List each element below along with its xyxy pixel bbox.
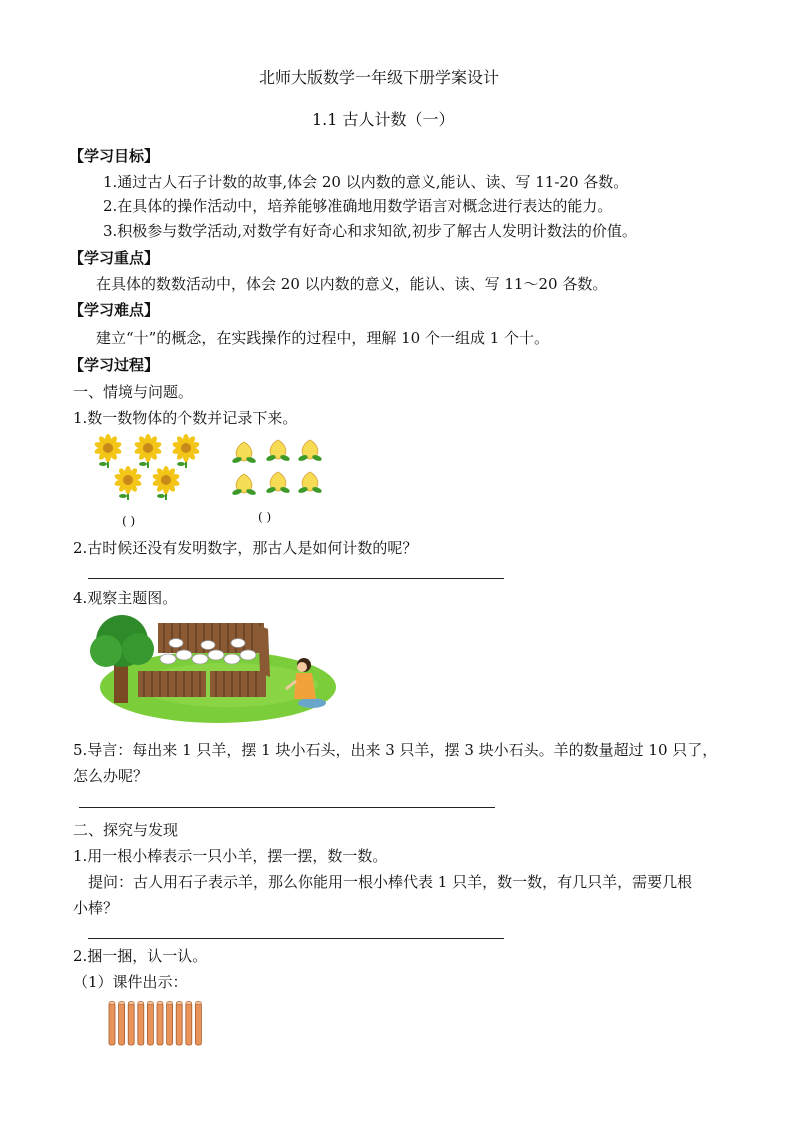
question-4: 4.观察主题图。 [73,589,178,607]
answer-paren-peaches[interactable]: ( ) [258,510,272,524]
counting-stick [128,1001,134,1045]
explore-prompt-line-2: 小棒？ [73,899,119,917]
question-5-line-1: 5.导言：每出来 1 只羊，摆 1 块小石头，出来 3 只羊，摆 3 块小石头。羊的数量超过 10 只了， [73,741,718,759]
counting-stick [109,1001,115,1045]
focus-header: 【学习重点】 [69,249,160,267]
counting-stick [176,1001,182,1045]
sunflower-icon [94,434,122,468]
peach-icon [297,472,322,494]
counting-stick [119,1001,125,1045]
shepherd-scene-illustration [88,615,336,725]
peach-icon [231,474,256,496]
section-1-heading: 一、情境与问题。 [73,383,194,401]
question-5-line-2: 怎么办呢？ [73,767,149,785]
counting-stick [167,1001,173,1045]
question-1: 1.数一数物体的个数并记录下来。 [73,409,298,427]
explore-item-2: 2.捆一捆，认一认。 [73,947,208,965]
peach-group-image [230,438,330,500]
explore-item-1: 1.用一根小棒表示一只小羊，摆一摆，数一数。 [73,847,388,865]
counting-stick [147,1001,153,1045]
sunflower-icon [134,434,162,468]
section-2-heading: 二、探究与发现 [73,821,179,839]
goals-header: 【学习目标】 [69,147,160,165]
explore-item-2-sub: （1）课件出示： [73,973,188,991]
counting-sticks-image [107,999,217,1049]
answer-paren-flowers[interactable]: ( ) [122,514,136,528]
difficulty-text: 建立“十”的概念，在实践操作的过程中，理解 10 个一组成 1 个十。 [96,329,550,347]
counting-stick [157,1001,163,1045]
page-title: 北师大版数学一年级下册学案设计 [259,68,500,87]
peach-icon [265,472,290,494]
sunflower-icon [172,434,200,468]
counting-stick [138,1001,144,1045]
difficulty-header: 【学习难点】 [69,301,160,319]
goal-item-2: 2.在具体的操作活动中，培养能够准确地用数学语言对概念进行表达的能力。 [103,197,613,215]
sunflower-icon [114,466,142,500]
front-fence [138,671,266,697]
peach-icon [231,442,256,464]
focus-text: 在具体的数数活动中，体会 20 以内数的意义，能认、读、写 11～20 各数。 [96,275,608,293]
counting-stick [195,1001,201,1045]
counting-stick [186,1001,192,1045]
answer-line-2[interactable] [88,578,504,579]
answer-line-5[interactable] [79,807,495,808]
question-2: 2.古时候还没有发明数字，那古人是如何计数的呢？ [73,539,418,557]
answer-line-explore-1[interactable] [88,938,504,939]
sunflower-group-image [92,432,202,502]
explore-prompt-line-1: 提问：古人用石子表示羊，那么你能用一根小棒代表 1 只羊，数一数，有几只羊，需要几根 [88,873,693,891]
goal-item-1: 1.通过古人石子计数的故事,体会 20 以内数的意义,能认、读、写 11-20 各数。 [103,173,629,191]
lesson-subtitle: 1.1 古人计数（一） [312,110,455,129]
goal-item-3: 3.积极参与数学活动,对数学有好奇心和求知欲,初步了解古人发明计数法的价值。 [103,222,637,240]
process-header: 【学习过程】 [69,356,160,374]
peach-icon [265,440,290,462]
sunflower-icon [152,466,180,500]
peach-icon [297,440,322,462]
